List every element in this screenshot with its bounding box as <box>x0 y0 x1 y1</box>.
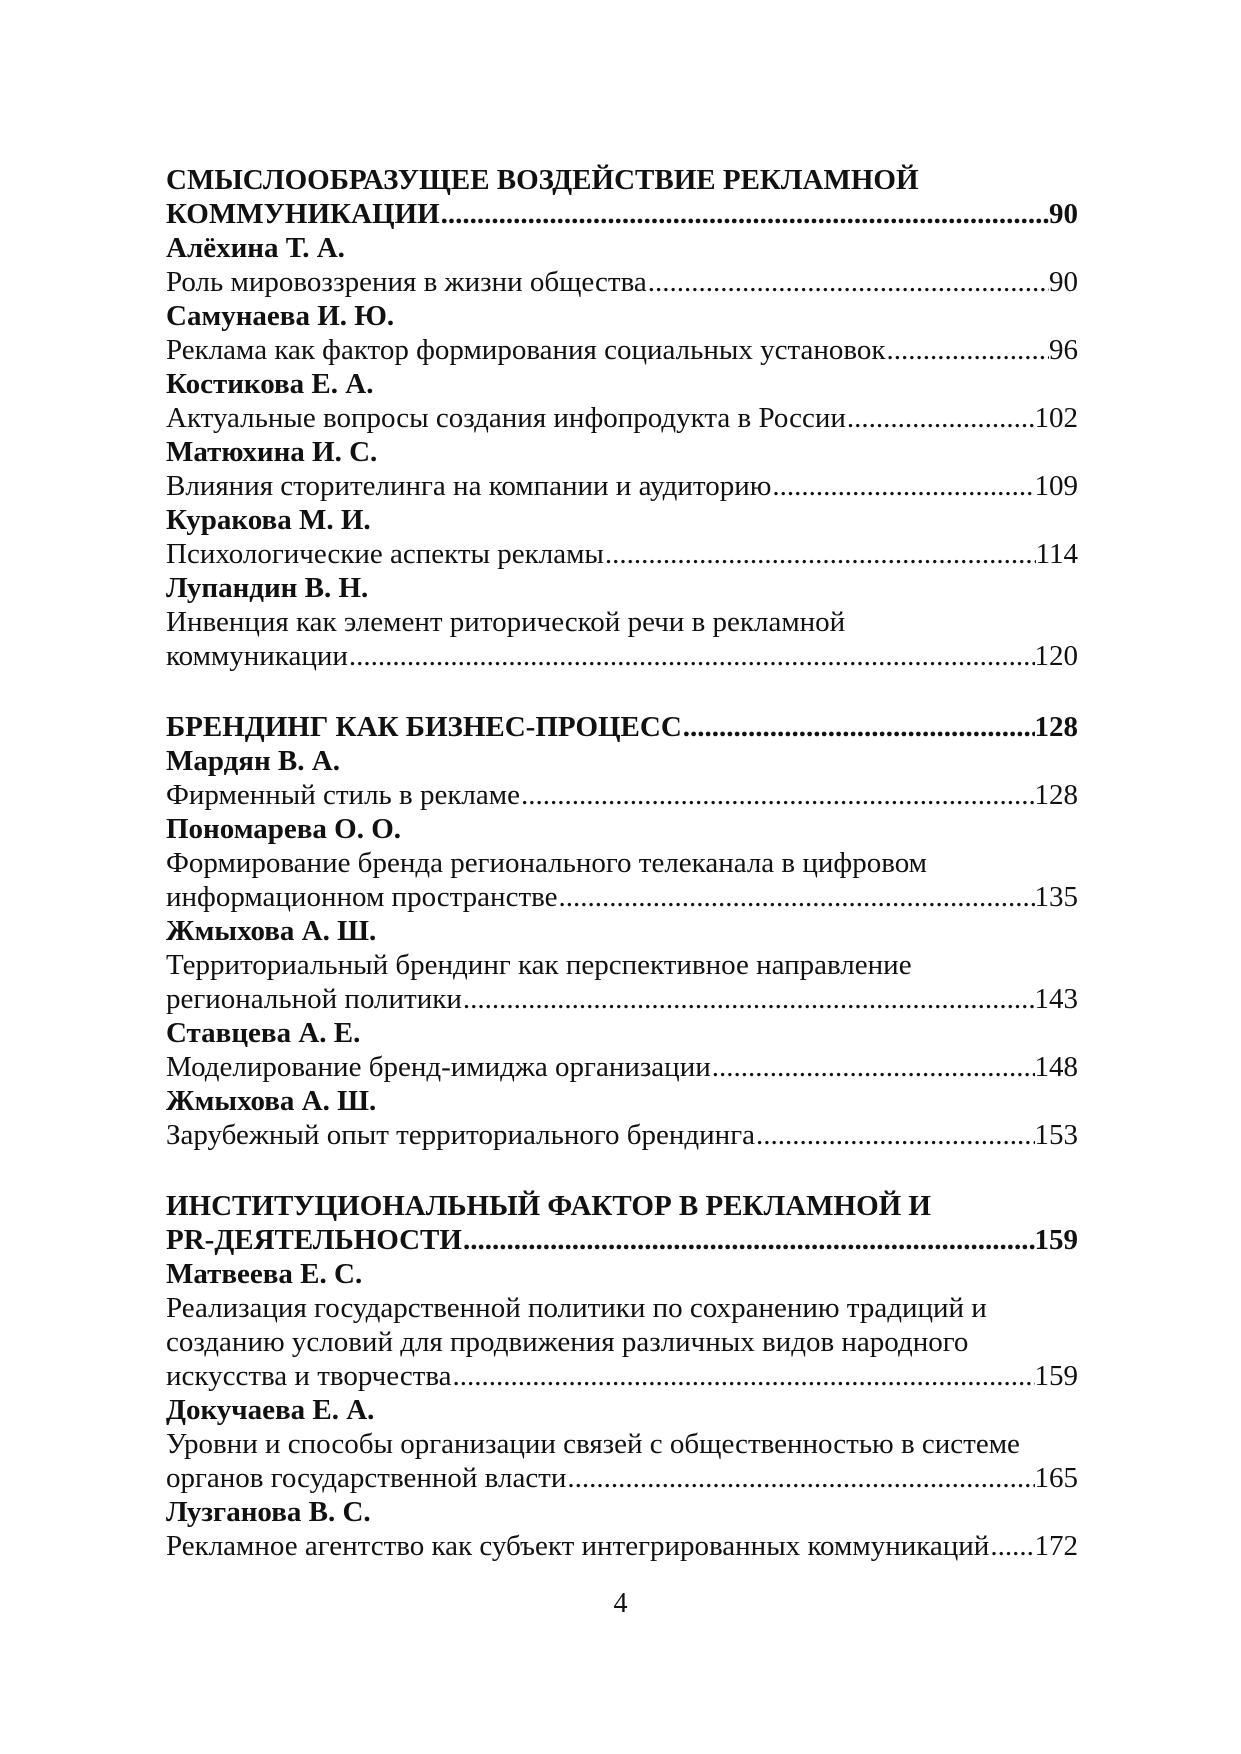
entry-title[interactable] <box>166 1118 1078 1152</box>
section-gap <box>166 1152 1078 1189</box>
dot-leader <box>558 880 1035 914</box>
entry-title[interactable] <box>166 469 1078 503</box>
entry-title-text: искусства и творчества <box>166 1360 452 1392</box>
dot-leader <box>755 1118 1035 1152</box>
entry-title-page: 148 <box>1034 1051 1078 1083</box>
entry-title[interactable] <box>166 1050 1078 1084</box>
section-heading-page: 128 <box>1034 711 1078 743</box>
section-heading-text: PR-ДЕЯТЕЛЬНОСТИ <box>166 1224 462 1256</box>
section-heading-page: 159 <box>1034 1224 1078 1256</box>
entry-title-line: созданию условий для продвижения различных видов народного <box>166 1326 969 1358</box>
entry-title-page: 90 <box>1049 266 1078 298</box>
entry-title-page: 143 <box>1034 983 1078 1015</box>
dot-leader <box>462 1223 1035 1257</box>
section-heading[interactable] <box>166 710 1078 744</box>
entry-title-text: Роль мировоззрения в жизни общества <box>166 266 647 298</box>
dot-leader <box>771 469 1034 503</box>
entry-title-line: Территориальный брендинг как перспективное направление <box>166 949 912 981</box>
dot-leader <box>348 639 1035 673</box>
entry-title-page: 159 <box>1034 1360 1078 1392</box>
entry-title-page: 153 <box>1034 1119 1078 1151</box>
entry-title-text: Реклама как фактор формирования социальных установок <box>166 334 886 366</box>
entry-title-page: 109 <box>1034 470 1078 502</box>
section-heading-page: 90 <box>1049 198 1078 230</box>
entry-title-line: Формирование бренда регионального телеканала в цифровом <box>166 847 927 879</box>
entry-title[interactable] <box>166 639 1078 673</box>
section-heading[interactable] <box>166 197 1078 231</box>
dot-leader <box>452 1359 1035 1393</box>
entry-title-text: органов государственной власти <box>166 1462 567 1494</box>
entry-author: Лупандин В. Н. <box>166 572 369 604</box>
entry-title-text: Влияния сторителинга на компании и аудиторию <box>166 470 772 502</box>
page-number: 4 <box>613 1588 628 1619</box>
entry-author: Алёхина Т. А. <box>166 232 345 264</box>
entry-title[interactable] <box>166 265 1078 299</box>
entry-title-text: Психологические аспекты рекламы <box>166 538 604 570</box>
dot-leader <box>520 778 1035 812</box>
entry-author: Докучаева Е. А. <box>166 1394 375 1426</box>
entry-title-line: Реализация государственной политики по сохранению традиций и <box>166 1292 987 1324</box>
entry-author: Ставцева А. Е. <box>166 1017 361 1049</box>
section-gap <box>166 673 1078 710</box>
dot-leader <box>886 333 1050 367</box>
entry-title[interactable] <box>166 1359 1078 1393</box>
entry-title[interactable] <box>166 880 1078 914</box>
entry-title-page: 135 <box>1034 881 1078 913</box>
entry-title[interactable] <box>166 1461 1078 1495</box>
section-heading[interactable] <box>166 1223 1078 1257</box>
entry-author: Матвеева Е. С. <box>166 1258 363 1290</box>
entry-title-text: Моделирование бренд-имиджа организации <box>166 1051 711 1083</box>
entry-title-text: Актуальные вопросы создания инфопродукта в России <box>166 402 846 434</box>
entry-author: Жмыхова А. Ш. <box>166 1085 377 1117</box>
entry-title[interactable] <box>166 1529 1078 1563</box>
entry-title-page: 102 <box>1034 402 1078 434</box>
entry-title-text: Зарубежный опыт территориального брендинга <box>166 1119 755 1151</box>
dot-leader <box>566 1461 1034 1495</box>
entry-title-text: информационном пространстве <box>166 881 558 913</box>
dot-leader <box>989 1529 1034 1563</box>
entry-title-line: Инвенция как элемент риторической речи в рекламной <box>166 606 846 638</box>
section-heading-text: КОММУНИКАЦИИ <box>166 198 440 230</box>
section-heading-line: СМЫСЛООБРАЗУЩЕЕ ВОЗДЕЙСТВИЕ РЕКЛАМНОЙ <box>166 164 919 196</box>
entry-author: Куракова М. И. <box>166 504 371 536</box>
section-heading-text: БРЕНДИНГ КАК БИЗНЕС-ПРОЦЕСС <box>166 711 682 743</box>
entry-title-page: 172 <box>1034 1530 1078 1562</box>
entry-title-page: 96 <box>1049 334 1078 366</box>
entry-author: Лузганова В. С. <box>166 1496 371 1528</box>
section-heading-line: ИНСТИТУЦИОНАЛЬНЫЙ ФАКТОР В РЕКЛАМНОЙ И <box>166 1190 931 1222</box>
entry-title-text: Рекламное агентство как субъект интегрированных коммуникаций <box>166 1530 990 1562</box>
dot-leader <box>462 982 1035 1016</box>
entry-author: Мардян В. А. <box>166 745 340 777</box>
entry-title-text: региональной политики <box>166 983 462 1015</box>
entry-title-page: 128 <box>1034 779 1078 811</box>
entry-title-text: коммуникации <box>166 640 348 672</box>
entry-title-page: 120 <box>1034 640 1078 672</box>
entry-author: Матюхина И. С. <box>166 436 378 468</box>
dot-leader <box>647 265 1049 299</box>
entry-title[interactable] <box>166 537 1078 571</box>
entry-author: Костикова Е. А. <box>166 368 374 400</box>
dot-leader <box>604 537 1036 571</box>
entry-title-page: 165 <box>1034 1462 1078 1494</box>
entry-title[interactable] <box>166 401 1078 435</box>
entry-title-page: 114 <box>1035 538 1078 570</box>
table-of-contents <box>166 163 1078 1563</box>
entry-title[interactable] <box>166 333 1078 367</box>
dot-leader <box>846 401 1035 435</box>
entry-title-text: Фирменный стиль в рекламе <box>166 779 520 811</box>
entry-author: Жмыхова А. Ш. <box>166 915 377 947</box>
entry-author: Самунаева И. Ю. <box>166 300 395 332</box>
dot-leader <box>440 197 1049 231</box>
dot-leader <box>711 1050 1035 1084</box>
entry-title-line: Уровни и способы организации связей с общественностью в системе <box>166 1428 1020 1460</box>
entry-title[interactable] <box>166 778 1078 812</box>
entry-title[interactable] <box>166 982 1078 1016</box>
entry-author: Пономарева О. О. <box>166 813 402 845</box>
dot-leader <box>682 710 1035 744</box>
